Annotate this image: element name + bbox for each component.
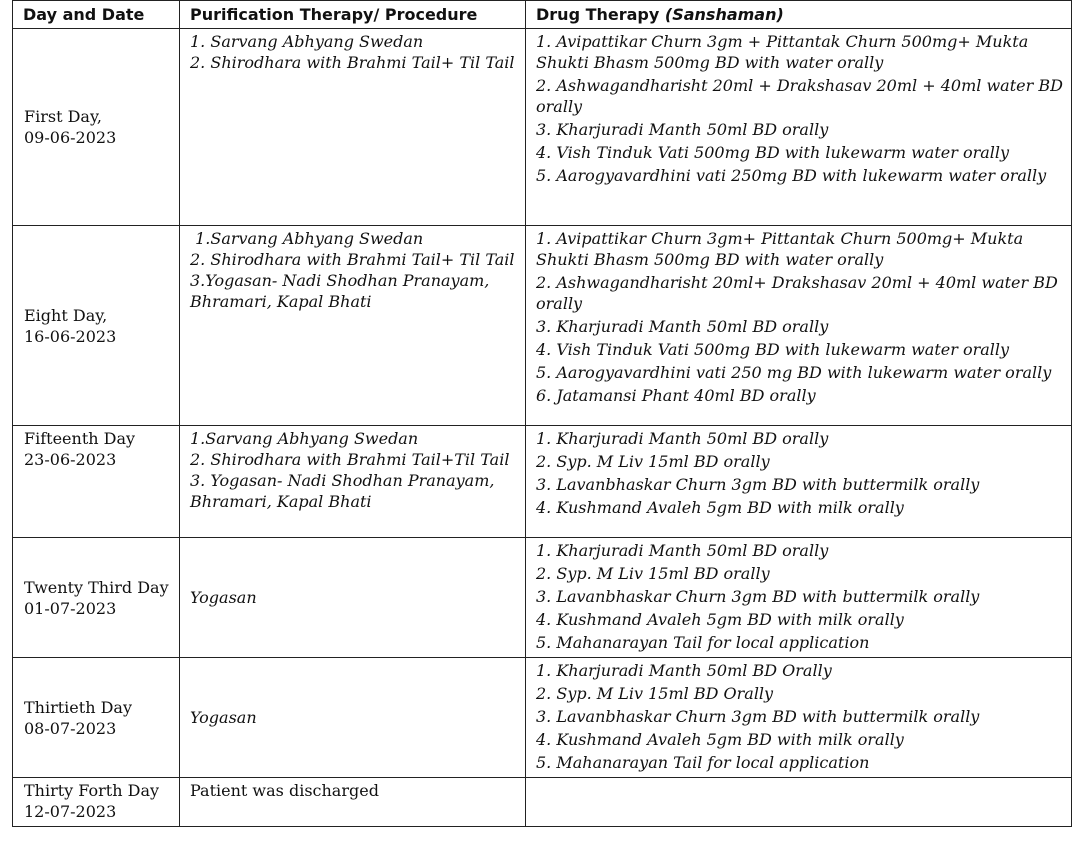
table-row (13, 226, 1072, 426)
drug-cell (526, 226, 1072, 426)
procedure-item: Patient was discharged (190, 781, 379, 800)
drug-item: 1. Avipattikar Churn 3gm + Pittantak Churn 500mg+ Mukta Shukti Bhasm 500mg BD with water orally (536, 32, 1029, 72)
header-procedure: Purification Therapy/ Procedure (180, 1, 526, 29)
table-row (13, 29, 1072, 226)
document-page (12, 0, 1071, 827)
treatment-schedule-table (12, 0, 1072, 827)
drug-item: 6. Jatamansi Phant 40ml BD orally (536, 386, 816, 405)
drug-item: 2. Syp. M Liv 15ml BD Orally (536, 684, 774, 703)
day-label: First Day, (24, 107, 102, 126)
procedure-item: 1. Sarvang Abhyang Swedan (190, 32, 424, 51)
drug-item: 1. Kharjuradi Manth 50ml BD orally (536, 541, 829, 560)
date-label: 01-07-2023 (24, 598, 117, 618)
day-cell (13, 29, 180, 226)
drug-item: 3. Lavanbhaskar Churn 3gm BD with buttermilk orally (536, 707, 980, 726)
header-drug-italic: (Sanshaman) (664, 5, 784, 24)
procedure-cell (180, 426, 526, 538)
day-label: Twenty Third Day (24, 577, 169, 597)
day-label: Fifteenth Day (24, 429, 136, 448)
drug-item: 2. Ashwagandharisht 20ml+ Drakshasav 20ml + 40ml water BD orally (536, 273, 1058, 313)
table-row (13, 778, 1072, 827)
procedure-item: 3. Yogasan- Nadi Shodhan Pranayam, Bhramari, Kapal Bhati (190, 471, 495, 511)
procedure-cell (180, 658, 526, 778)
header-drug-therapy (526, 1, 1072, 29)
day-label: Thirty Forth Day (24, 781, 160, 800)
date-label: 09-06-2023 (24, 128, 117, 147)
day-label: Thirtieth Day (24, 697, 132, 717)
date-label: 08-07-2023 (24, 718, 117, 738)
date-label: 12-07-2023 (24, 802, 117, 821)
header-day-date: Day and Date (13, 1, 180, 29)
drug-cell (526, 778, 1072, 827)
procedure-cell (180, 226, 526, 426)
procedure-item: Yogasan (190, 588, 257, 607)
drug-item: 5. Aarogyavardhini vati 250 mg BD with lukewarm water orally (536, 363, 1052, 382)
procedure-item: 3.Yogasan- Nadi Shodhan Pranayam, Bhramari, Kapal Bhati (190, 271, 490, 311)
drug-item: 5. Aarogyavardhini vati 250mg BD with lukewarm water orally (536, 166, 1047, 185)
date-label: 23-06-2023 (24, 450, 117, 469)
drug-item: 4. Kushmand Avaleh 5gm BD with milk orally (536, 730, 904, 749)
drug-item: 3. Kharjuradi Manth 50ml BD orally (536, 120, 829, 139)
procedure-item: 2. Shirodhara with Brahmi Tail+Til Tail (190, 450, 510, 469)
day-cell (13, 426, 180, 538)
table-header-row (13, 1, 1072, 29)
drug-item: 2. Syp. M Liv 15ml BD orally (536, 564, 770, 583)
procedure-item: 2. Shirodhara with Brahmi Tail+ Til Tail (190, 53, 515, 72)
procedure-item: 2. Shirodhara with Brahmi Tail+ Til Tail (190, 250, 515, 269)
drug-item: 3. Lavanbhaskar Churn 3gm BD with buttermilk orally (536, 587, 980, 606)
drug-cell (526, 658, 1072, 778)
procedure-cell (180, 29, 526, 226)
day-cell (13, 226, 180, 426)
procedure-item: 1.Sarvang Abhyang Swedan (190, 229, 424, 248)
drug-item: 4. Kushmand Avaleh 5gm BD with milk orally (536, 498, 904, 517)
drug-cell (526, 29, 1072, 226)
procedure-cell (180, 538, 526, 658)
drug-item: 4. Vish Tinduk Vati 500mg BD with lukewarm water orally (536, 340, 1010, 359)
table-row (13, 538, 1072, 658)
procedure-item: 1.Sarvang Abhyang Swedan (190, 429, 419, 448)
date-label: 16-06-2023 (24, 326, 117, 346)
drug-item: 2. Ashwagandharisht 20ml + Drakshasav 20ml + 40ml water BD orally (536, 76, 1063, 116)
drug-item: 2. Syp. M Liv 15ml BD orally (536, 452, 770, 471)
day-cell (13, 778, 180, 827)
table-row (13, 658, 1072, 778)
drug-item: 5. Mahanarayan Tail for local application (536, 633, 870, 652)
table-row (13, 426, 1072, 538)
drug-item: 3. Kharjuradi Manth 50ml BD orally (536, 317, 829, 336)
day-label: Eight Day, (24, 305, 108, 325)
procedure-item: Yogasan (190, 708, 257, 727)
drug-item: 1. Kharjuradi Manth 50ml BD orally (536, 429, 829, 448)
drug-cell (526, 426, 1072, 538)
header-drug-label: Drug Therapy (536, 5, 660, 24)
drug-item: 4. Vish Tinduk Vati 500mg BD with lukewarm water orally (536, 143, 1010, 162)
drug-item: 4. Kushmand Avaleh 5gm BD with milk orally (536, 610, 904, 629)
day-cell (13, 658, 180, 778)
drug-item: 1. Kharjuradi Manth 50ml BD Orally (536, 661, 832, 680)
drug-item: 5. Mahanarayan Tail for local application (536, 753, 870, 772)
procedure-cell (180, 778, 526, 827)
drug-item: 3. Lavanbhaskar Churn 3gm BD with buttermilk orally (536, 475, 980, 494)
day-cell (13, 538, 180, 658)
drug-item: 1. Avipattikar Churn 3gm+ Pittantak Churn 500mg+ Mukta Shukti Bhasm 500mg BD with water orally (536, 229, 1024, 269)
drug-cell (526, 538, 1072, 658)
